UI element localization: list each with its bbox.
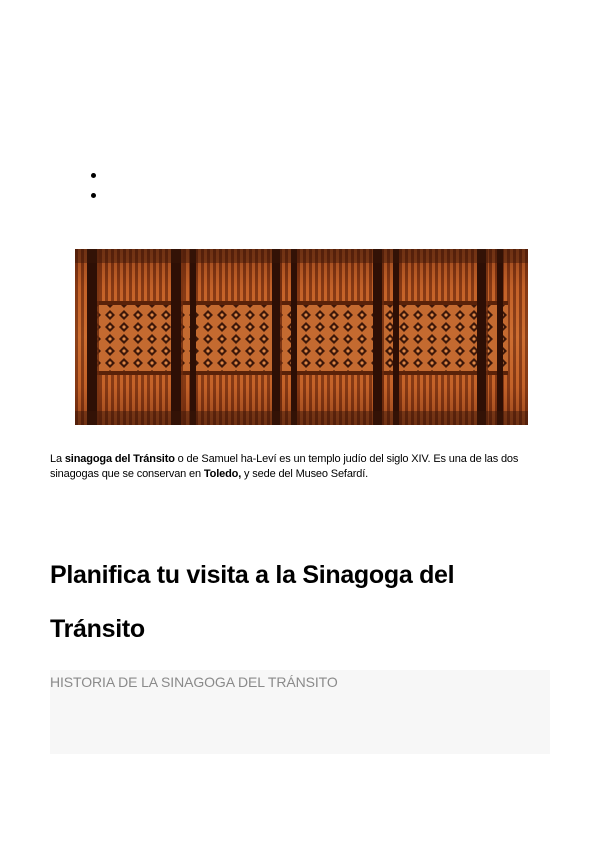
section-title: Planifica tu visita a la Sinagoga del Tránsito: [50, 561, 455, 643]
synagogue-ceiling-image: [75, 249, 528, 425]
caption-bold-synagogue: sinagoga del Tránsito: [64, 453, 175, 465]
caption-text: y sede del Museo Sefardí.: [241, 468, 369, 480]
caption-bold-toledo: Toledo,: [203, 468, 242, 480]
image-caption: [50, 452, 555, 482]
history-label[interactable]: HISTORIA DE LA SINAGOGA DEL TRÁNSITO: [50, 674, 338, 690]
bullet-list: [76, 166, 96, 206]
history-panel[interactable]: [50, 670, 550, 754]
caption-text: o de Samuel ha-Leví es un templo judío del siglo XIV. Es una de las dos sinagogas que se conservan en: [50, 453, 519, 480]
list-item: [76, 166, 96, 186]
list-item: [76, 186, 96, 206]
caption-text: La: [50, 453, 65, 465]
